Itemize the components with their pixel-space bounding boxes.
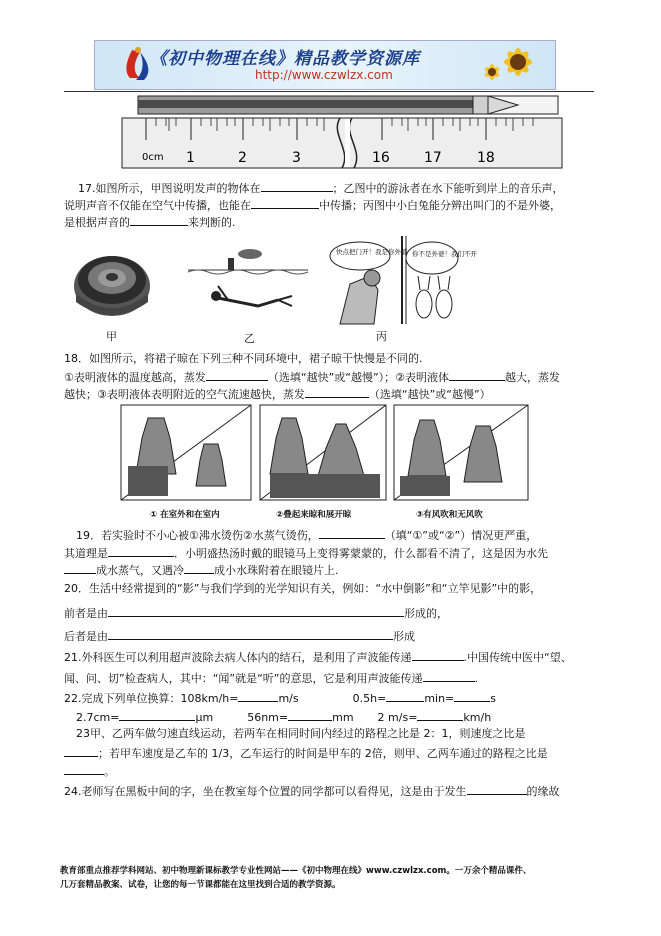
- q21-blank-2[interactable]: [423, 670, 475, 682]
- q19-blank-3[interactable]: [64, 562, 96, 574]
- ruler-label-2: 2: [238, 150, 247, 166]
- sunflower-icon: [478, 42, 550, 86]
- q18-line1: 18．如图所示，将裙子晾在下列三种不同环境中，裙子晾干快慢是不同的.: [64, 352, 423, 365]
- q20-blank-2[interactable]: [108, 628, 393, 640]
- ruler-label-17: 17: [424, 150, 442, 166]
- q17-line2: 说明声音不仅能在空气中传播，也能在 中传播；丙图中小白兔能分辨出叫门的不是外婆，: [64, 199, 561, 212]
- q19-line1: 19．若实验时不小心被①沸水烫伤②水蒸气烫伤， （填“①”或“②”）情况更严重，: [76, 529, 538, 542]
- q24-line1: 24.老师写在黑板中间的字，坐在教室每个位置的同学都可以看得见，这是由于发生 的缘故: [64, 785, 560, 798]
- q23-line2: ；若甲车速度是乙车的 1/3，乙车运行的时间是甲车的 2倍，则甲、乙两车通过的路程之比是: [64, 745, 548, 761]
- caption-bing: 丙: [376, 330, 387, 343]
- q23-blank-2[interactable]: [64, 763, 104, 775]
- q19-blank-1[interactable]: [319, 527, 385, 539]
- ruler-label-18: 18: [477, 150, 495, 166]
- speaker-image: [70, 244, 154, 322]
- ruler-label-3: 3: [292, 150, 301, 166]
- footer-line2: 几万套精品教案、试卷，让您的每一节课都能在这里找到合适的教学资源。: [60, 880, 341, 890]
- ruler-label-1: 1: [186, 150, 195, 166]
- ruler-figure: [120, 94, 565, 170]
- footer-line1: 教育部重点推荐学科网站、初中物理新课标教学专业性网站——《初中物理在线》www.czwlzx.com。一万余个精品课件、: [60, 866, 532, 876]
- header-rule: [64, 91, 594, 92]
- q17-blank-3[interactable]: [130, 214, 188, 226]
- q22-blank-5[interactable]: [288, 709, 332, 721]
- svg-text:快点把门开！我是你外婆: 快点把门开！我是你外婆: [336, 248, 408, 256]
- q20-line2: 前者是由 形成的，: [64, 607, 448, 620]
- q22-blank-1[interactable]: [238, 690, 278, 702]
- q22-blank-6[interactable]: [417, 709, 463, 721]
- q23-line1: 23甲、乙两车做匀速直线运动，若两车在相同时间内经过的路程之比是 2：1，则速度之比是: [76, 727, 526, 740]
- q18-caption-3: ③有风吹和无风吹: [416, 510, 483, 520]
- ruler-label-0: 0cm: [142, 152, 164, 163]
- banner-url[interactable]: http://www.czwlzx.com: [255, 68, 393, 82]
- q17-line1: 17.如图所示，甲图说明发声的物体在 ；乙图中的游泳者在水下能听到岸上的音乐声，: [78, 182, 564, 195]
- q24-blank-1[interactable]: [467, 783, 527, 795]
- q22-line1: 22.完成下列单位换算：108km/h= m/s 0.5h= min= s: [64, 692, 497, 705]
- q23-blank-1[interactable]: [64, 745, 98, 757]
- q22-blank-2[interactable]: [386, 690, 424, 702]
- q19-line2: 其道理是 ．小明盛热汤时戴的眼镜马上变得雾蒙蒙的，什么都看不清了，这是因为水先: [64, 547, 548, 560]
- q18-caption-1: ① 在室外和在室内: [150, 510, 220, 520]
- svg-text:你不是外婆！我们不开: 你不是外婆！我们不开: [412, 250, 477, 258]
- q21-line1: 21.外科医生可以利用超声波除去病人体内的结石，是利用了声波能传递 .中国传统中医中“望、: [64, 651, 572, 664]
- q20-line1: 20．生活中经常提到的“影”与我们学到的光学知识有关，例如：“水中倒影”和“立竿见影”中的影，: [64, 582, 542, 595]
- caption-yi: 乙: [244, 332, 255, 345]
- ruler-label-16: 16: [372, 150, 390, 166]
- page-footer: [60, 864, 531, 892]
- q18-line2: ①表明液体的温度越高，蒸发 （选填“越快”或“越慢”）；②表明液体 越大，蒸发: [64, 371, 561, 384]
- q18-blank-1[interactable]: [206, 369, 268, 381]
- q17-blank-2[interactable]: [251, 197, 319, 209]
- q18-caption-2: ②叠起来晾和展开晾: [276, 510, 352, 520]
- q19-line3: 成水蒸气，又遇冷 成小水珠附着在眼镜片上.: [64, 562, 339, 578]
- q23-line3: 。: [64, 763, 115, 779]
- q18-blank-3[interactable]: [305, 386, 369, 398]
- q19-blank-2[interactable]: [108, 545, 174, 557]
- q18-line3: 越快；③表明液体表明附近的空气流速越快，蒸发 （选填“越快”或“越慢”）: [64, 388, 491, 401]
- q22-line2: 2.7cm= μm 56nm= mm 2 m/s= km/h: [76, 711, 492, 724]
- q19-blank-4[interactable]: [184, 562, 214, 574]
- q21-line2: 闻、问、切”检查病人，其中：“闻”就是“听”的意思，它是利用声波能传递 .: [64, 672, 478, 685]
- q17-line3: 是根据声音的 来判断的.: [64, 216, 236, 229]
- q20-blank-1[interactable]: [108, 605, 404, 617]
- drying-skirts-image: [120, 404, 530, 502]
- q18-blank-2[interactable]: [449, 369, 505, 381]
- q17-blank-1[interactable]: [261, 180, 333, 192]
- q20-line3: 后者是由 形成: [64, 630, 415, 643]
- q22-blank-3[interactable]: [454, 690, 490, 702]
- q22-blank-4[interactable]: [119, 709, 195, 721]
- q21-blank-1[interactable]: [412, 649, 464, 661]
- rabbit-wolf-image: [320, 234, 477, 324]
- swimmer-image: [188, 246, 308, 322]
- caption-jia: 甲: [106, 330, 117, 343]
- banner-title: 《初中物理在线》精品教学资源库: [150, 49, 420, 69]
